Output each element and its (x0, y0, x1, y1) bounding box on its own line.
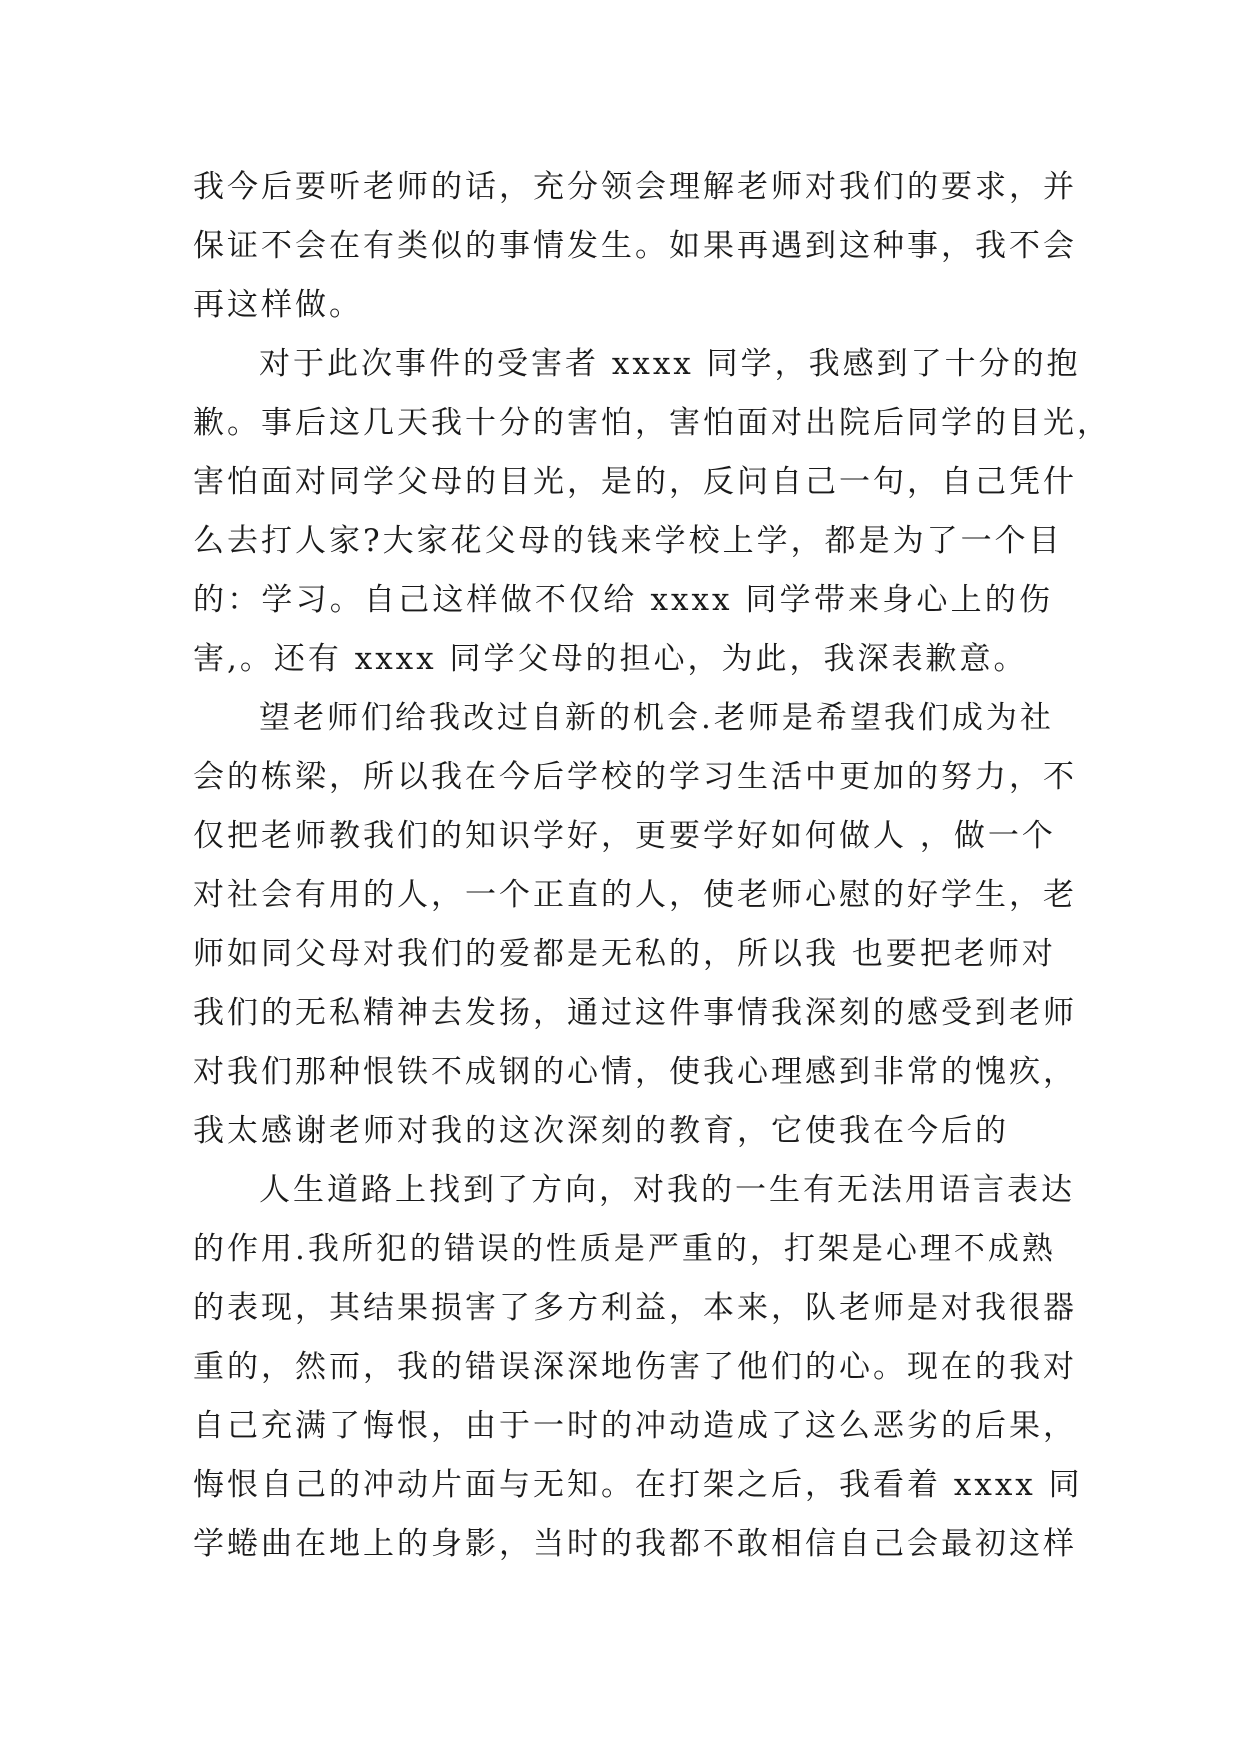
paragraph-first-line: 望老师们给我改过自新的机会.老师是希望我们成为社 (259, 700, 1054, 736)
text-line: 我太感谢老师对我的这次深刻的教育，它使我在今后的 (193, 1113, 1009, 1149)
text-line: 害怕面对同学父母的目光，是的，反问自己一句，自己凭什 (193, 464, 1077, 500)
text-line: 保证不会在有类似的事情发生。如果再遇到这种事，我不会 (193, 228, 1077, 264)
text-line: 么去打人家?大家花父母的钱来学校上学，都是为了一个目 (193, 523, 1063, 559)
text-line: 的表现，其结果损害了多方利益，本来，队老师是对我很器 (193, 1290, 1077, 1326)
body-text (193, 158, 1111, 1574)
paragraph-first-line: 人生道路上找到了方向，对我的一生有无法用语言表达 (259, 1172, 1075, 1208)
text-line: 再这样做。 (193, 287, 363, 323)
text-line: 的：学习。自己这样做不仅给 xxxx 同学带来身心上的伤 (193, 582, 1053, 618)
text-line: 我们的无私精神去发扬，通过这件事情我深刻的感受到老师 (193, 995, 1077, 1031)
text-line: 学蜷曲在地上的身影，当时的我都不敢相信自己会最初这样 (193, 1526, 1077, 1562)
text-line: 歉。事后这几天我十分的害怕，害怕面对出院后同学的目光， (193, 405, 1111, 441)
text-line: 害,。还有 xxxx 同学父母的担心，为此，我深表歉意。 (193, 641, 1028, 677)
text-line: 重的，然而，我的错误深深地伤害了他们的心。现在的我对 (193, 1349, 1077, 1385)
text-line: 我今后要听老师的话，充分领会理解老师对我们的要求，并 (193, 169, 1077, 205)
text-line: 仅把老师教我们的知识学好，更要学好如何做人 ，做一个 (193, 818, 1056, 854)
text-line: 对我们那种恨铁不成钢的心情，使我心理感到非常的愧疚， (193, 1054, 1077, 1090)
text-line: 自己充满了悔恨，由于一时的冲动造成了这么恶劣的后果， (193, 1408, 1077, 1444)
text-line: 悔恨自己的冲动片面与无知。在打架之后，我看着 xxxx 同 (193, 1467, 1083, 1503)
paragraph-first-line: 对于此次事件的受害者 xxxx 同学，我感到了十分的抱 (259, 346, 1081, 382)
text-line: 师如同父母对我们的爱都是无私的，所以我 也要把老师对 (193, 936, 1056, 972)
text-line: 对社会有用的人，一个正直的人，使老师心慰的好学生，老 (193, 877, 1077, 913)
text-line: 会的栋梁，所以我在今后学校的学习生活中更加的努力，不 (193, 759, 1077, 795)
text-line: 的作用.我所犯的错误的性质是严重的，打架是心理不成熟 (193, 1231, 1056, 1267)
